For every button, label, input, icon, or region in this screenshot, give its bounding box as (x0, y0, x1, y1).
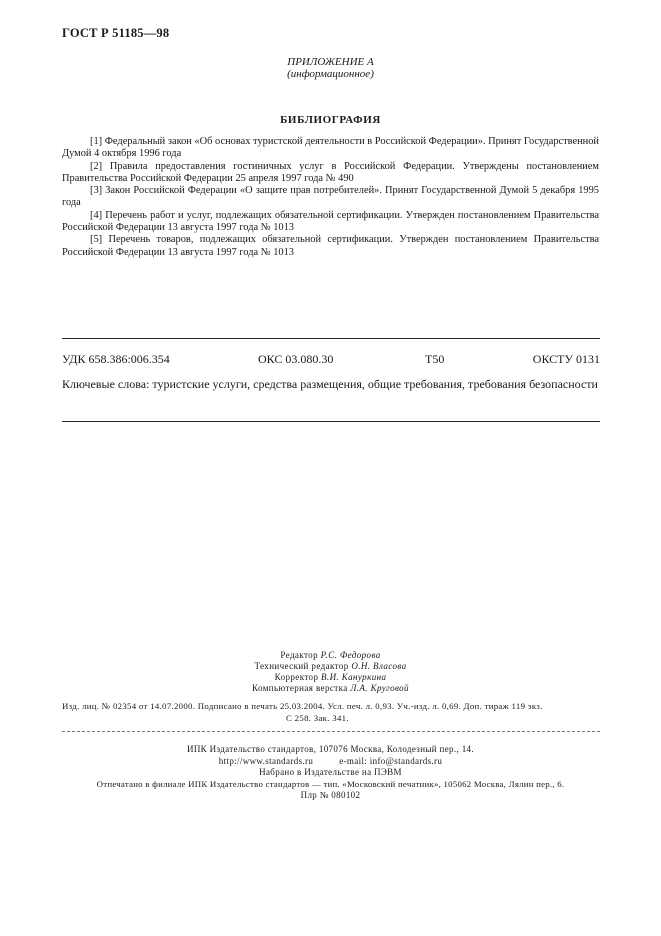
imprint-line: Отпечатано в филиале ИПК Издательство стандартов — тип. «Московский печатник», 105062 Москва, Лялин пер., 6. (96, 778, 565, 789)
credit-role: Компьютерная верстка (252, 683, 348, 693)
bibliography-item: [4] Перечень работ и услуг, подлежащих обязательной сертификации. Утвержден постановлением Правительства Российской Федерации 13 августа 1997 года № 1013 (62, 209, 599, 234)
publication-info (62, 701, 600, 724)
dashed-divider (62, 731, 600, 732)
t-code: Т50 (425, 352, 445, 366)
credit-name: О.Н. Власова (351, 661, 407, 671)
bibliography-item: [1] Федеральный закон «Об основах туристской деятельности в Российской Федерации». Принят Государственной Думой 4 октября 1996 года (62, 136, 599, 160)
credit-role: Редактор (280, 650, 318, 660)
credit-name: В.И. Кануркина (321, 672, 387, 682)
bibliography-title: БИБЛИОГРАФИЯ (280, 114, 381, 126)
credit-editor (0, 650, 661, 662)
bottom-divider (62, 421, 600, 422)
bibliography-list (62, 136, 599, 259)
imprint-line: http://www.standards.ru e-mail: info@standards.ru (218, 755, 443, 766)
credit-layout (0, 683, 661, 695)
appendix-note: (информационное) (287, 68, 374, 80)
credit-role: Корректор (274, 672, 319, 682)
imprint-block (0, 744, 661, 802)
imprint-line: Плр № 080102 (300, 790, 361, 801)
bibliography-item: [2] Правила предоставления гостиничных услуг в Российской Федерации. Утверждены постановлением Правительства Российской Федерации 25 апреля 1997 года № 490 (62, 160, 599, 184)
udk-code: УДК 658.386:006.354 (62, 352, 170, 366)
publication-line: Изд. лиц. № 02354 от 14.07.2000. Подписано в печать 25.03.2004. Усл. печ. л. 0,93. Уч.-изд. л. 0,69. Доп. тираж 119 экз. (62, 701, 543, 711)
bibliography-item: [5] Перечень товаров, подлежащих обязательной сертификации. Утвержден постановлением Правительства Российской Федерации 13 августа 1997 года № 1013 (62, 234, 599, 258)
bibliography-item: [3] Закон Российской Федерации «О защите прав потребителей». Принят Государственной Думой 5 декабря 1995 года (62, 185, 599, 209)
imprint-line: Набрано в Издательстве на ПЭВМ (259, 767, 402, 778)
appendix-title: ПРИЛОЖЕНИЕ А (287, 56, 374, 68)
credit-role: Технический редактор (254, 661, 349, 671)
credit-tech-editor (0, 661, 661, 673)
keywords: Ключевые слова: туристские услуги, средства размещения, общие требования, требования безопасности (62, 377, 598, 391)
credit-proofreader (0, 672, 661, 684)
publication-line: С 258. Зак. 341. (286, 712, 349, 723)
okstu-code: ОКСТУ 0131 (532, 352, 600, 366)
standard-header: ГОСТ Р 51185—98 (62, 26, 170, 40)
imprint-line: ИПК Издательство стандартов, 107076 Москва, Колодезный пер., 14. (186, 744, 475, 754)
oks-code: ОКС 03.080.30 (258, 352, 334, 366)
credit-name: Л.А. Круговой (350, 683, 409, 693)
credit-name: Р.С. Федорова (320, 650, 381, 660)
top-divider (62, 338, 600, 339)
